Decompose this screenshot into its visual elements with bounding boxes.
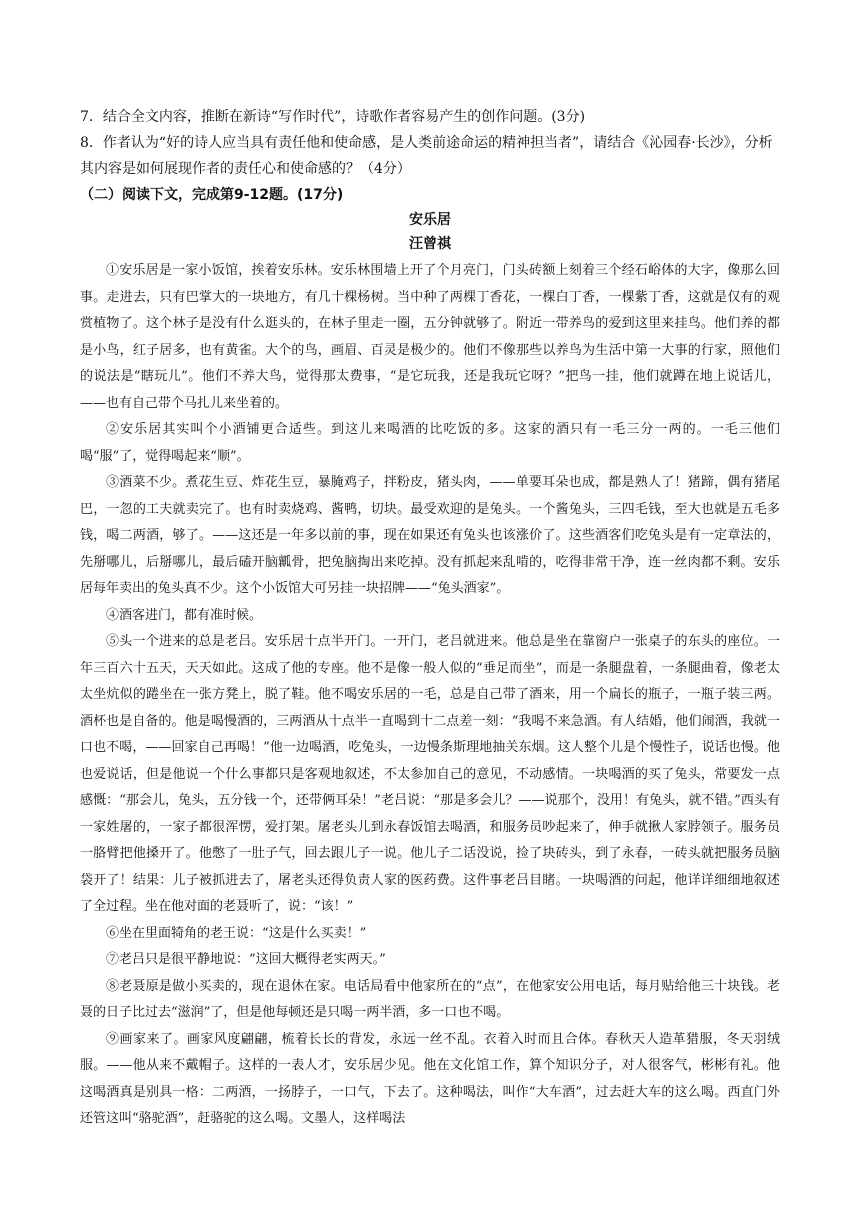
paragraph-4: ④酒客进门，都有准时候。 [106, 607, 263, 623]
paragraph-9: ⑨画家来了。画家风度翩翩，梳着长长的背发，永远一丝不乱。衣着入时而且合体。春秋天人造革猎服，冬天羽绒服。——他从来不戴帽子。这样的一表人才，安乐居少见。他在文化馆工作，算个知识分子，对人很客气，彬彬有礼。他这喝酒真是别具一格：二两酒，一扬脖子，一口气，下去了。这种喝法，叫作“大车酒”，过去赶大车的这么喝。西直门外还管这叫“骆驼酒”，赶骆驼的这么喝。文墨人，这样喝法 [80, 1031, 780, 1126]
paragraph-8: ⑧老聂原是做小买卖的，现在退休在家。电话局看中他家所在的“点”，在他家安公用电话，每月贴给他三十块钱。老聂的日子比过去“滋润”了，但是他每顿还是只喝一两半酒，多一口也不喝。 [80, 978, 780, 1020]
paragraph-3: ③酒菜不少。煮花生豆、炸花生豆，暴腌鸡子，拌粉皮，猪头肉，——单要耳朵也成，都是熟人了！猪蹄，偶有猪尾巴，一忽的工夫就卖完了。也有时卖烧鸡、酱鸭，切块。最受欢迎的是兔头。一个酱兔头，三四毛钱，至大也就是五毛多钱，喝二两酒，够了。——这还是一年多以前的事，现在如果还有兔头也该涨价了。这些酒客们吃兔头是有一定章法的，先掰哪儿，后掰哪儿，最后磕开脑瓤骨，把兔脑掏出来吃掉。没有抓起来乱啃的，吃得非常干净，连一丝肉都不剩。安乐居每年卖出的兔头真不少。这个小饭馆大可另挂一块招牌——“兔头酒家”。 [80, 475, 780, 596]
paragraph-1: ①安乐居是一家小饭馆，挨着安乐林。安乐林围墙上开了个月亮门，门头砖额上刻着三个经石峪体的大字，像那么回事。走进去，只有巴掌大的一块地方，有几十棵杨树。当中种了两棵丁香花，一棵白丁香，一棵紫丁香，这就是仅有的观赏植物了。这个林子是没有什么逛头的，在林子里走一圈，五分钟就够了。附近一带养鸟的爱到这里来挂鸟。他们养的都是小鸟，红子居多，也有黄雀。大个的鸟，画眉、百灵是极少的。他们不像那些以养鸟为生活中第一大事的行家，照他们的说法是“瞎玩儿”。他们不养大鸟，觉得那太费事，“是它玩我，还是我玩它呀？”把鸟一挂，他们就蹲在地上说话儿，——也有自己带个马扎儿来坐着的。 [80, 263, 780, 411]
paragraph-5: ⑤头一个进来的总是老吕。安乐居十点半开门。一开门，老吕就进来。他总是坐在靠窗户一张桌子的东头的座位。一年三百六十五天，天天如此。这成了他的专座。他不是像一般人似的“垂足而坐”，而是一条腿盘着，一条腿曲着，像老太太坐炕似的踡坐在一张方凳上，脱了鞋。他不喝安乐居的一毛，总是自己带了酒来，用一个扁长的瓶子，一瓶子装三两。酒杯也是自备的。他是喝慢酒的，三两酒从十点半一直喝到十二点差一刻：“我喝不来急酒。有人结婚，他们闹酒，我就一口也不喝，——回家自己再喝！”他一边喝酒，吃兔头，一边慢条斯理地抽关东烟。这人整个儿是个慢性子，说话也慢。他也爱说话，但是他说一个什么事都只是客观地叙述，不太参加自己的意见，不动感情。一块喝酒的买了兔头，常要发一点感慨：“那会儿，兔头，五分钱一个，还带俩耳朵！”老吕说：“那是多会儿？——说那个，没用！有兔头，就不错。”西头有一家姓屠的，一家子都很浑愣，爱打架。屠老头儿到永春饭馆去喝酒，和服务员吵起来了，伸手就揪人家脖领子。服务员一胳臂把他搡开了。他憋了一肚子气，回去跟儿子一说。他儿子二话没说，捡了块砖头，到了永春，一砖头就把服务员脑袋开了！结果：儿子被抓进去了，屠老头还得负责人家的医药费。这件事老吕目睹。一块喝酒的问起，他详详细细地叙述了全过程。坐在他对面的老聂听了，说：“该！” [80, 634, 780, 914]
question-7: 7．结合全文内容，推断在新诗“写作时代”，诗歌作者容易产生的创作问题。(3分) [80, 109, 586, 125]
question-8: 8．作者认为“好的诗人应当具有责任他和使命感，是人类前途命运的精神担当者”，请结合《沁园春·长沙》，分析其内容是如何展现作者的责任心和使命感的？（4分） [80, 135, 773, 177]
article-author: 汪曾祺 [409, 236, 451, 252]
article-body [80, 258, 780, 1133]
paragraph-7: ⑦老吕只是很平静地说：“这回大概得老实两天。” [106, 952, 386, 967]
article-title: 安乐居 [409, 212, 451, 228]
paragraph-6: ⑥坐在里面犄角的老王说：“这是什么买卖！” [106, 925, 367, 941]
section-heading: （二）阅读下文，完成第9-12题。(17分) [80, 187, 344, 203]
paragraph-2: ②安乐居其实叫个小酒铺更合适些。到这儿来喝酒的比吃饭的多。这家的酒只有一毛三分一两的。一毛三他们喝“服”了，觉得喝起来“顺”。 [80, 422, 780, 464]
